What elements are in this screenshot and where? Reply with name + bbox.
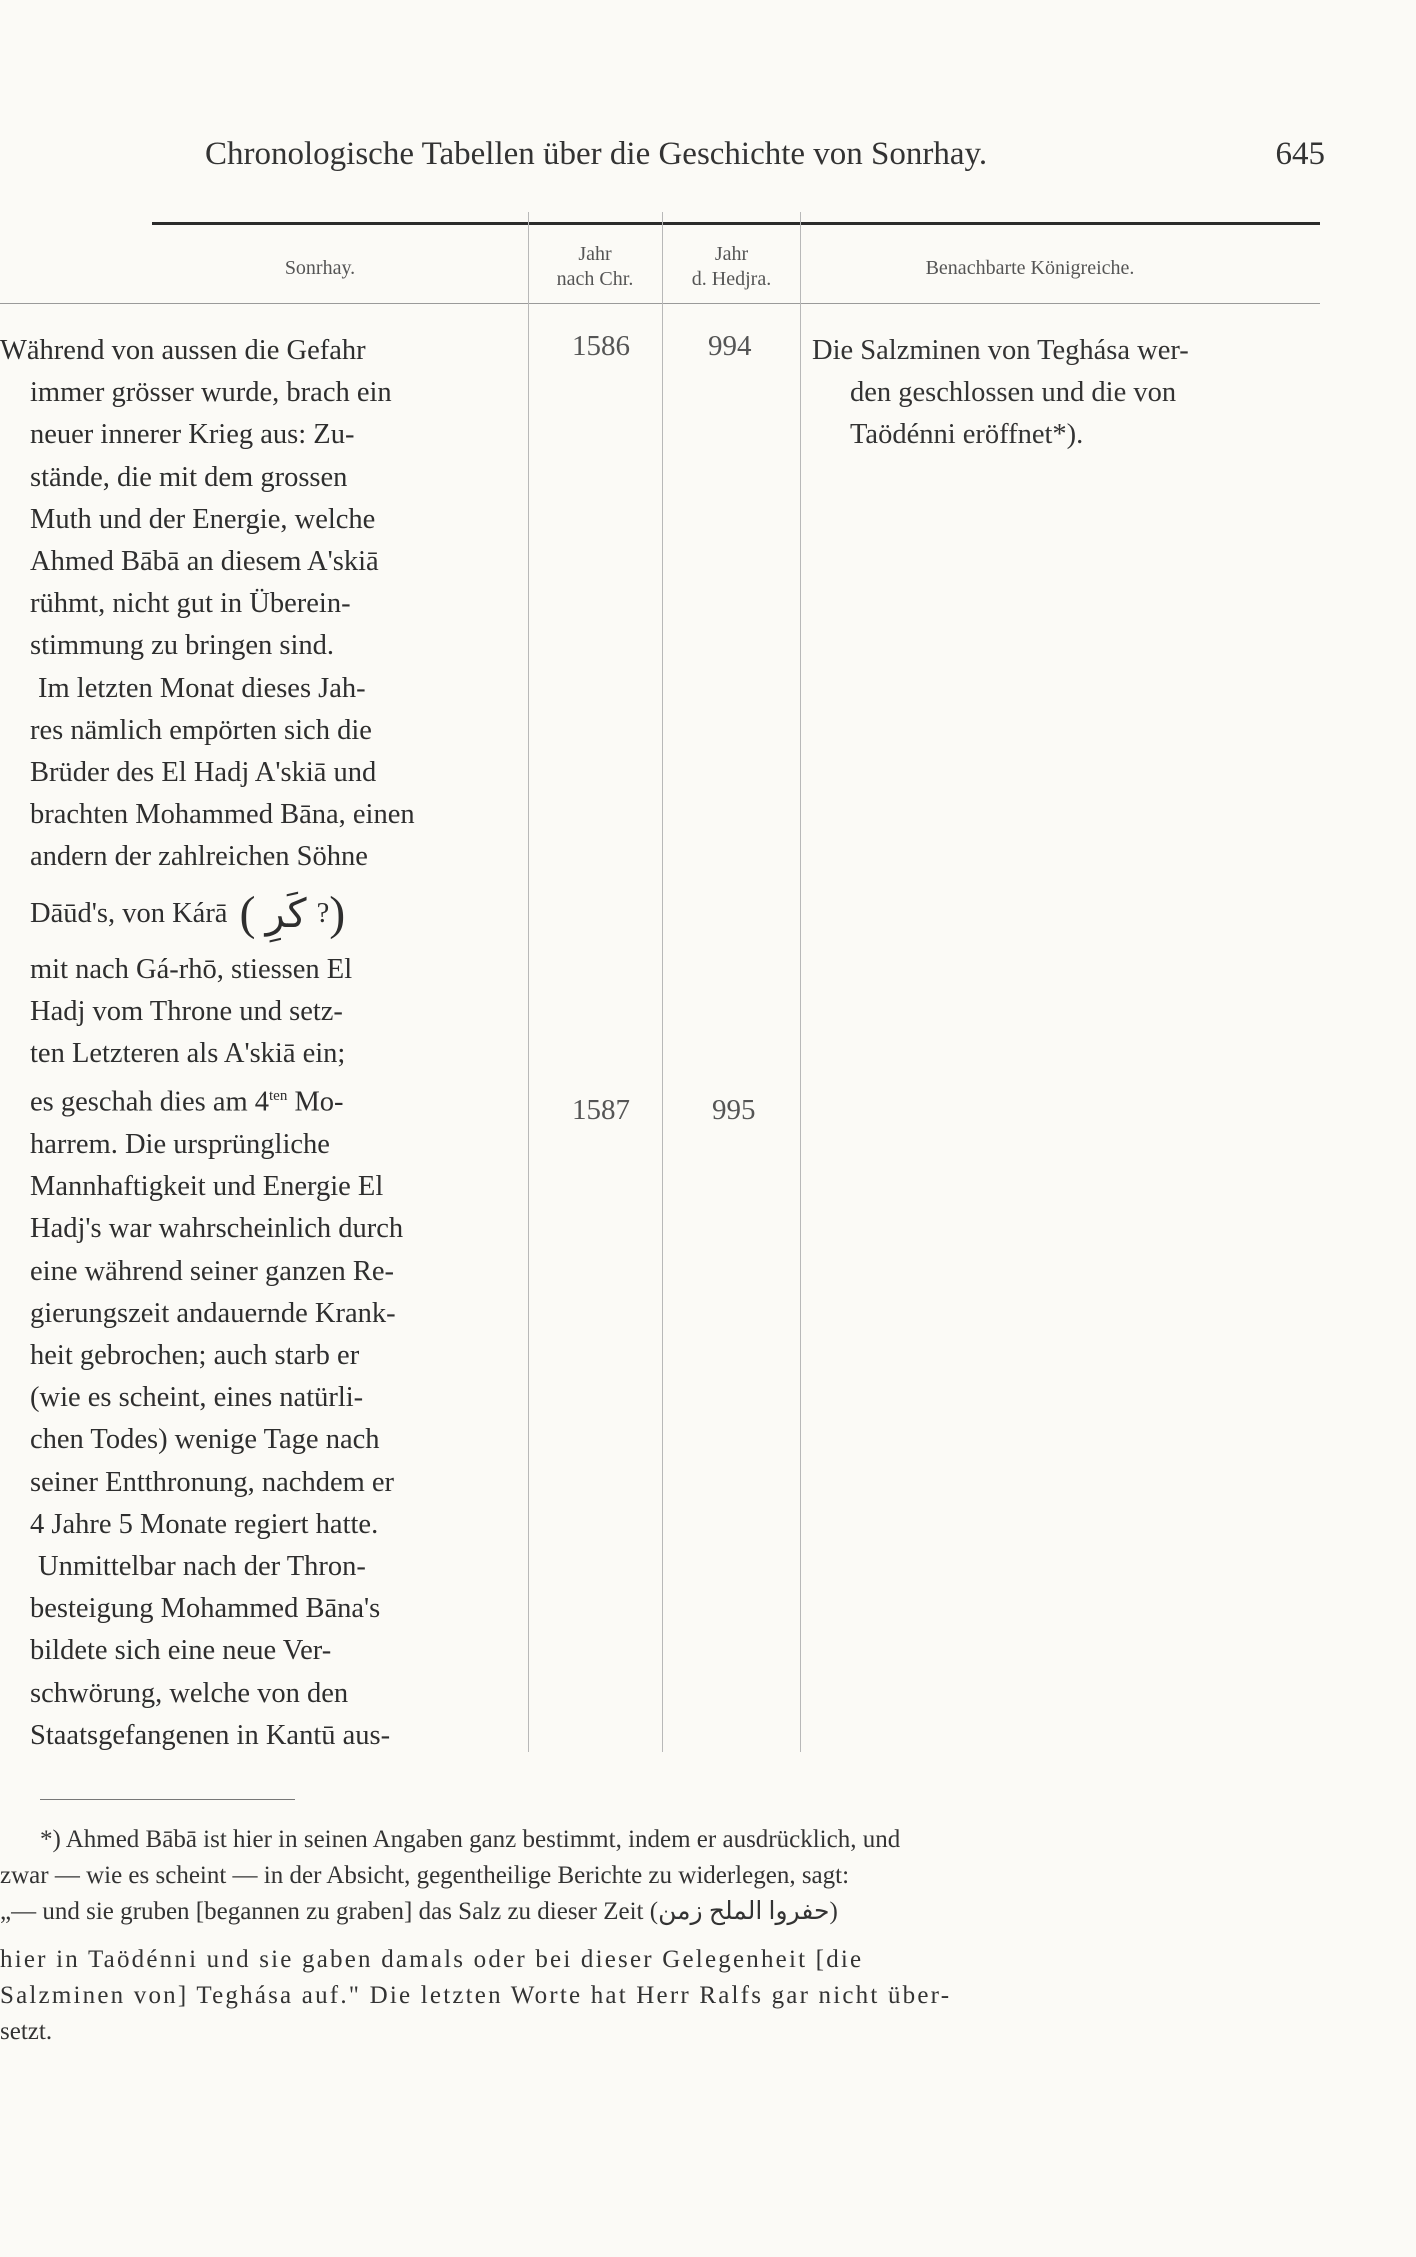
- col-header-year-chr: Jahr nach Chr.: [556, 243, 634, 290]
- text-line: chen Todes) wenige Tage nach: [30, 1424, 380, 1456]
- table-header-rule: [0, 303, 1320, 304]
- text-line: den geschlossen und die von: [850, 377, 1177, 409]
- text-line: heit gebrochen; auch starb er: [30, 1339, 360, 1371]
- text-line: Muth und der Energie, welche: [30, 503, 376, 535]
- arabic-word: كَرِ: [265, 890, 307, 936]
- text-line: Während von aussen die Gefahr: [0, 335, 366, 366]
- footnote-line: *) Ahmed Bābā ist hier in seinen Angaben ganz bestimmt, indem er ausdrücklich, und: [40, 1826, 901, 1853]
- text-line: Ahmed Bābā an diesem A'skiā: [30, 546, 379, 578]
- footnote-line: „— und sie gruben [begannen zu graben] das Salz zu dieser Zeit (حفروا الملح زمن): [0, 1898, 838, 1925]
- text-line: Hadj vom Throne und setz-: [30, 995, 343, 1027]
- footnote-line: zwar — wie es scheint — in der Absicht, gegentheilige Berichte zu widerlegen, sagt:: [0, 1862, 850, 1889]
- text-line: stimmung zu bringen sind.: [30, 630, 334, 662]
- column-divider: [528, 212, 529, 1752]
- text-line: Staatsgefangenen in Kantū aus-: [30, 1719, 391, 1751]
- text-line: bildete sich eine neue Ver-: [30, 1635, 332, 1667]
- text-line: Die Salzminen von Teghása wer-: [812, 335, 1189, 366]
- text-line: rühmt, nicht gut in Überein-: [30, 588, 351, 620]
- column-divider: [662, 212, 663, 1752]
- footnote-line: setzt.: [0, 2018, 53, 2045]
- arabic-word-line: Dāūd's, von Kárā ( كَرِ ? ): [30, 886, 346, 940]
- col-header-neighbours: Benachbarte Königreiche.: [925, 257, 1135, 279]
- col-header-year-hedjra: Jahr d. Hedjra.: [691, 243, 772, 290]
- year-hedjra-cell: 994: [708, 330, 752, 362]
- text-line: (wie es scheint, eines natürli-: [30, 1382, 364, 1414]
- text-line: mit nach Gá-rhō, stiessen El: [30, 953, 353, 985]
- text-line: Hadj's war wahrscheinlich durch: [30, 1213, 404, 1245]
- footnote-line: Salzminen von] Teghása auf." Die letzten Worte hat Herr Ralfs gar nicht über-: [0, 1982, 952, 2009]
- col-header-sonrhay: Sonrhay.: [284, 257, 356, 279]
- text-line: Unmittelbar nach der Thron-: [38, 1550, 366, 1582]
- header-rule: [152, 222, 1320, 225]
- text-line: stände, die mit dem grossen: [30, 461, 348, 493]
- text-line: Im letzten Monat dieses Jah-: [38, 672, 366, 704]
- text-line: gierungszeit andauernde Krank-: [30, 1297, 396, 1329]
- footnote: [0, 1822, 1335, 2050]
- text-line: Taödénni eröffnet*).: [850, 419, 1084, 451]
- text-line: res nämlich empörten sich die: [30, 714, 372, 746]
- neighbours-column-text: [812, 330, 1332, 457]
- text-line: Brüder des El Hadj A'skiā und: [30, 757, 377, 789]
- page-number: 645: [1275, 136, 1325, 172]
- year-chr-cell: 1586: [572, 330, 630, 362]
- sonrhay-column-text: [0, 330, 525, 1757]
- text-line: harrem. Die ursprüngliche: [30, 1128, 330, 1160]
- footnote-rule: [40, 1799, 295, 1800]
- text-line: neuer innerer Krieg aus: Zu-: [30, 419, 355, 451]
- text-line: 4 Jahre 5 Monate regiert hatte.: [30, 1508, 379, 1540]
- text-line: andern der zahlreichen Söhne: [30, 841, 368, 873]
- text-line: ten Letzteren als A'skiā ein;: [30, 1038, 346, 1070]
- text-line: es geschah dies am $4^{ten}$ Mo-: [30, 1086, 344, 1118]
- text-line: Mannhaftigkeit und Energie El: [30, 1171, 384, 1203]
- text-line: brachten Mohammed Bāna, einen: [30, 799, 415, 831]
- column-divider: [800, 212, 801, 1752]
- text-line: eine während seiner ganzen Re-: [30, 1255, 394, 1287]
- text-line: immer grösser wurde, brach ein: [30, 377, 392, 409]
- text-line: besteigung Mohammed Bāna's: [30, 1593, 381, 1625]
- running-title: Chronologische Tabellen über die Geschichte von Sonrhay.: [205, 136, 988, 172]
- year-hedjra-cell: 995: [712, 1094, 756, 1126]
- text-line: schwörung, welche von den: [30, 1677, 349, 1709]
- text-line: seiner Entthronung, nachdem er: [30, 1466, 395, 1498]
- footnote-line: hier in Taödénni und sie gaben damals oder bei dieser Gelegenheit [die: [0, 1946, 864, 1973]
- year-chr-cell: 1587: [572, 1094, 630, 1126]
